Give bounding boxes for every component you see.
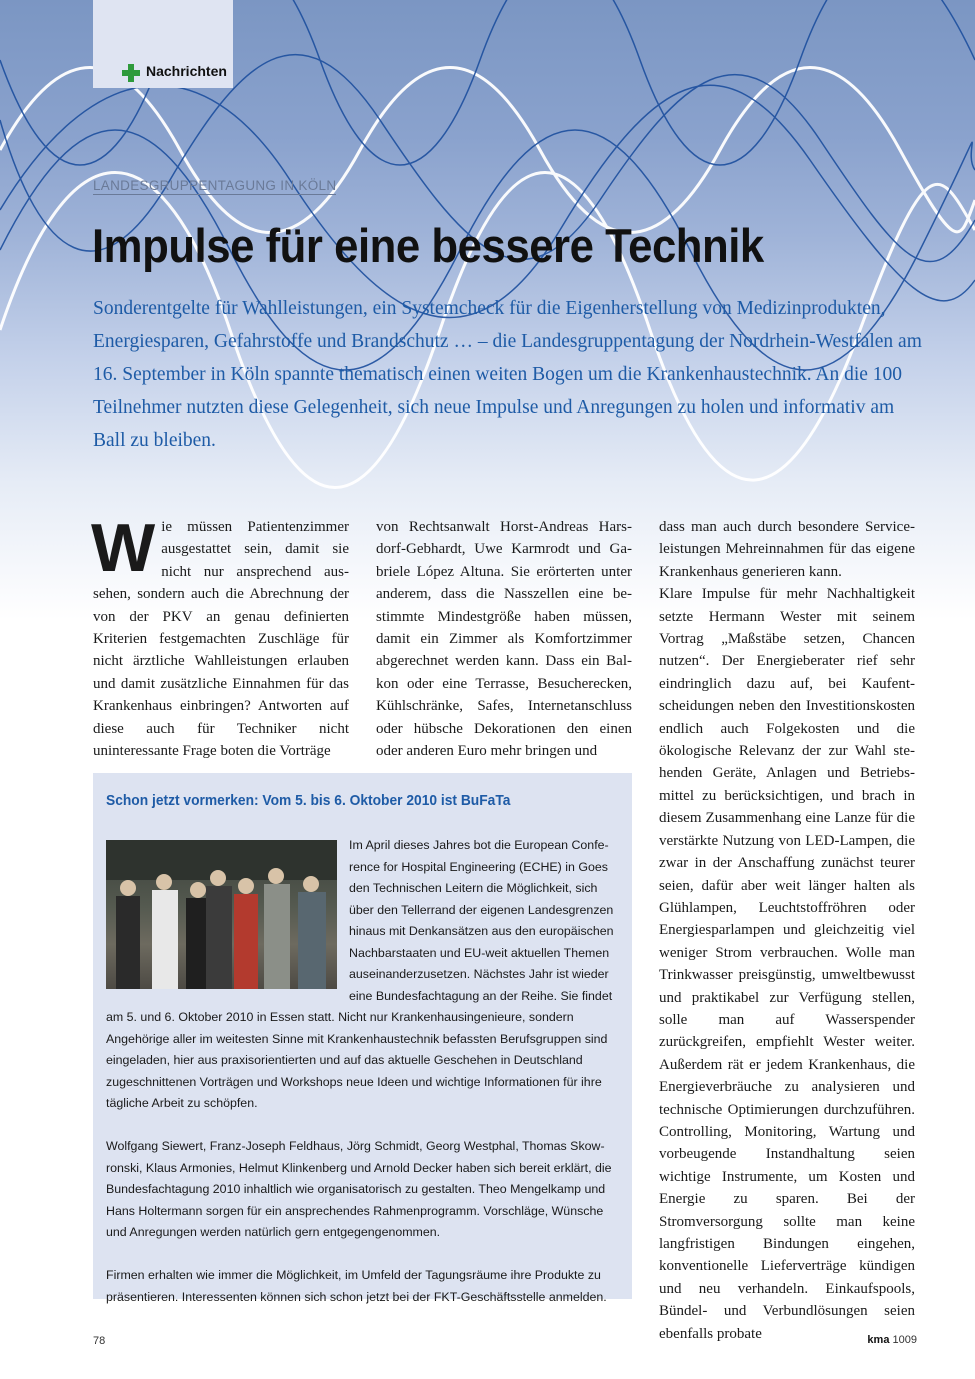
article-title: Impulse für eine bessere Technik [92, 219, 764, 272]
info-box-title: Schon jetzt vormerken: Vom 5. bis 6. Oktober 2010 ist BuFaTa [106, 792, 511, 809]
medical-cross-icon [122, 64, 140, 82]
article-kicker: LANDESGRUPPENTAGUNG IN KÖLN [93, 178, 337, 193]
brand-name: kma [867, 1334, 890, 1346]
article-column-3 [659, 516, 915, 1345]
column-1-text: ie müssen Patientenzimmer ausgestattet sein, damit sie nicht nur ansprechend aussehen, sondern auch die Abrechnung der von der PKV an genau definierten Kriterien festgemachten Zuschläge für nicht ärztliche Wahlleistungen erlauben und damit zusätzliche Einnahmen für das Krankenhaus einbringen? Antworten auf diese auch für Techniker nicht uninteressante Frage boten die Vorträge [93, 519, 349, 760]
issue-number: 1009 [892, 1334, 917, 1346]
column-2-text: von Rechtsanwalt Horst-Andreas Harsdorf-Gebhardt, Uwe Karmrodt und Gabriele López Altuna. Sie erörterten unter anderem, dass die Nasszellen eine bestimmte Mindestgröße haben müssen, damit ein Zimmer als Komfortzimmer abgerechnet werden kann. Dass ein Balkon oder eine Terrasse, Besucherecken, Kühlschränke, Safes, Internetanschluss oder hübsche Dekorationen den einen oder anderen Euro mehr bringen und [376, 519, 632, 760]
info-box-paragraph-3: Firmen erhalten wie immer die Möglichkeit, im Umfeld der Tagungsräume ihre Produkte zu präsentieren. Interessenten können sich schon jetzt bei der FKT-Geschäftsstelle anmelden. [106, 1268, 607, 1304]
article-lead: Sonderentgelte für Wahlleistungen, ein Systemcheck für die Eigenherstellung von Medizinprodukten, Energiesparen, Gefahrstoffe und Brandschutz … – die Landesgruppentagung der Nordrhein-Westfalen am 16. September in Köln spannte thematisch einen weiten Bogen um die Krankenhaustechnik. An die 100 Teilnehmer nutzten diese Gelegenheit, sich neue Impulse und Anregungen zu holen und informativ am Ball zu bleiben. [93, 298, 922, 451]
article-column-2 [376, 516, 632, 762]
group-photo [106, 840, 337, 989]
footer-brand [867, 1334, 917, 1346]
page-number: 78 [93, 1335, 106, 1347]
info-box-body [106, 835, 619, 1330]
column-3-paragraph-1: dass man auch durch besondere Serviceleistungen Mehreinnahmen für das eigene Krankenhaus generieren kann. [659, 519, 915, 580]
info-box-paragraph-2: Wolfgang Siewert, Franz-Joseph Feldhaus, Jörg Schmidt, Georg Westphal, Thomas Skowronski, Klaus Armonies, Helmut Klinkenberg und Arnold Decker haben sich bereit erklärt, die Bundesfachtagung 2010 inhaltlich wie organisatorisch zu gestalten. Theo Mengelkamp und Hans Holtermann sorgen für ein ansprechendes Rahmenprogramm. Vorschläge, Wünsche und Anregungen werden natürlich gern entgegengenommen. [106, 1139, 612, 1239]
section-label: Nachrichten [146, 63, 227, 79]
dropcap: W [91, 510, 156, 586]
column-3-paragraph-2: Klare Impulse für mehr Nachhaltigkeit setzte Hermann Wester mit seinem Vortrag „Maßstäbe setzen, Chancen nutzen“. Der Energieberater rief sehr eindringlich dazu auf, bei Kaufentscheidungen neben den Investitionskosten endlich auch Folgekosten und die ökologische Relevanz der zur Wahl stehenden Geräte, Anlagen und Betriebsmittel zu berücksichtigen, und brach in diesem Zusammenhang eine Lanze für die verstärkte Nutzung von LED-Lampen, die zwar in der Anschaffung zunächst teurer seien, dafür aber weit länger halten als Glühlampen, Leuchtstoffröhren oder Energiesparlampen und gleichzeitig viel weniger Strom verbrauchen. Wolle man Trinkwasser preisgünstig, umweltbewusst und praktikabel zur Verfügung stellen, solle man auf Wasserspender zurückgreifen, empfiehlt Wester weiter. Außerdem rät er jedem Krankenhaus, die Energieverbräuche zu analysieren und technische Optimierungen durchzuführen. Controlling, Monitoring, Wartung und vorbeugende Instandhaltung seien wichtige Instrumente, um Kosten und Energie zu sparen. Bei der Stromversorgung sollte man keine langfristigen Bindungen eingehen, konventionelle Lieferverträge kündigen und neu verhandeln. Einkaufspools, Bündel- und Verbundlösungen seien ebenfalls probate [659, 586, 915, 1342]
article-column-1 [91, 510, 349, 762]
info-box [93, 773, 632, 1304]
info-box-paragraph-1: Im April dieses Jahres bot die European Conference for Hospital Engineering (ECHE) in Goes den Technischen Leitern die Möglichkeit, sich über den Tellerrand der eigenen Landesgrenzen hinaus mit Denkansätzen aus den europäischen Nachbarstaaten und EU-weit aktuellen Themen auseinanderzusetzen. Nächstes Jahr ist wieder eine Bundesfachtagung an der Reihe. Sie findet am 5. und 6. Oktober 2010 in Essen statt. Nicht nur Krankenhausingenieure, sondern Angehörige aller im weitesten Sinne mit Krankenhaustechnik befassten Berufsgruppen sind eingeladen, hier aus praxisorientierten und auf das aktuelle Geschehen in Deutschland zugeschnittenen Vorträgen und Workshops neue Ideen und wichtige Informationen für ihre tägliche Arbeit zu schöpfen. [106, 838, 614, 1110]
